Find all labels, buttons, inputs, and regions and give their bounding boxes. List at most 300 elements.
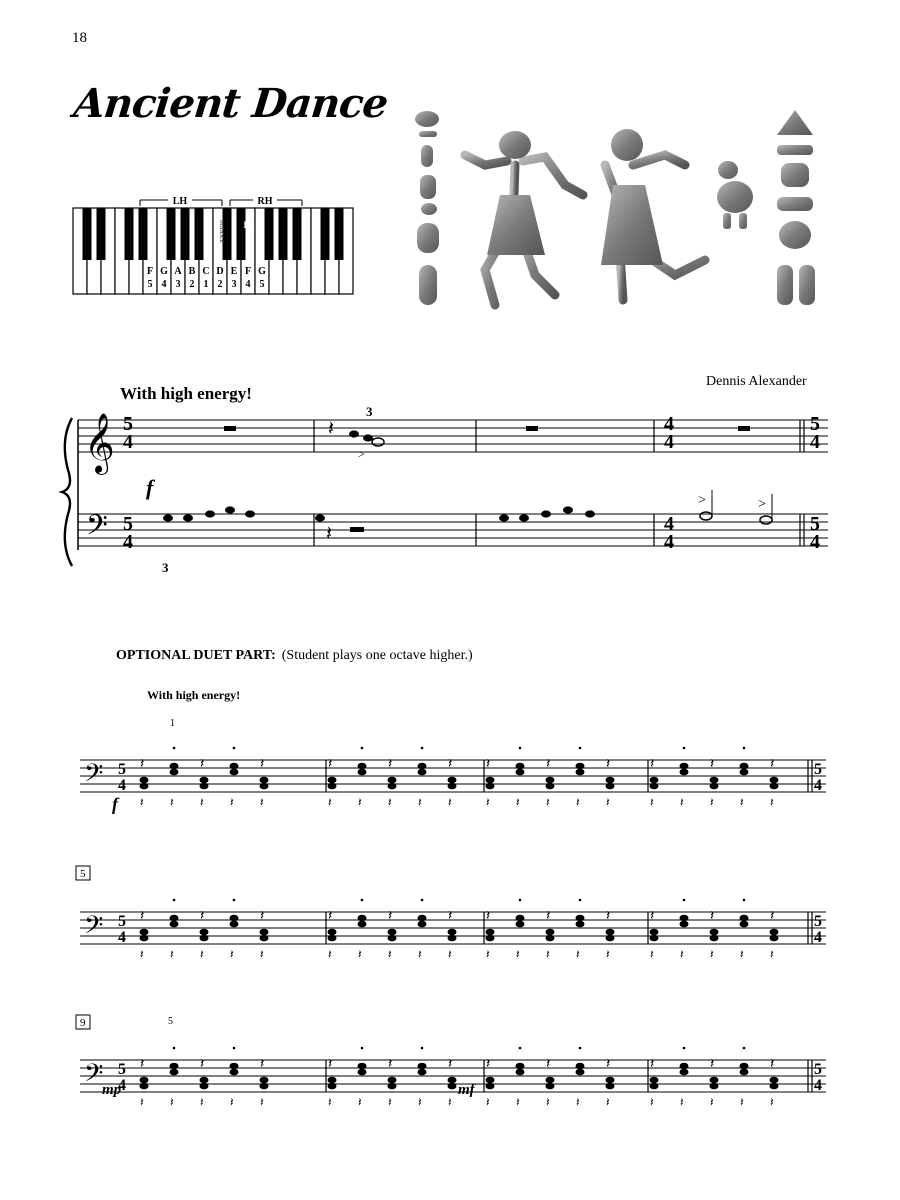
duet-systems bbox=[80, 747, 826, 1109]
key-name-label: F bbox=[244, 266, 252, 277]
note-head bbox=[486, 1083, 495, 1090]
note-head bbox=[388, 1077, 397, 1084]
hand-position-brackets bbox=[140, 193, 302, 207]
note-head bbox=[710, 777, 719, 784]
note-head bbox=[770, 929, 779, 936]
note-head bbox=[486, 935, 495, 942]
quarter-rest: 𝄽 bbox=[388, 909, 393, 924]
note-head bbox=[140, 1077, 149, 1084]
note-head bbox=[260, 935, 269, 942]
accent-mark: > bbox=[698, 493, 706, 508]
quarter-rest: 𝄽 bbox=[260, 757, 265, 772]
quarter-rest: 𝄽 bbox=[326, 523, 333, 545]
note-head bbox=[388, 777, 397, 784]
middle-label: MIDDLE bbox=[218, 220, 224, 244]
quarter-rest: 𝄽 bbox=[606, 1095, 610, 1109]
quarter-rest: 𝄽 bbox=[770, 909, 775, 924]
bass-clef: 𝄢 bbox=[84, 760, 104, 793]
note-head bbox=[486, 929, 495, 936]
staccato-dot bbox=[173, 747, 176, 750]
quarter-rest: 𝄽 bbox=[448, 757, 453, 772]
note-head bbox=[418, 1069, 427, 1076]
note-head bbox=[606, 929, 615, 936]
black-key bbox=[279, 208, 288, 260]
note-head bbox=[358, 1063, 367, 1070]
note-head bbox=[680, 769, 689, 776]
staccato-dot bbox=[519, 1047, 522, 1050]
note-head bbox=[328, 783, 337, 790]
note-head bbox=[388, 935, 397, 942]
note-head bbox=[680, 763, 689, 770]
time-signature-upper: 5 bbox=[814, 761, 822, 778]
note-head bbox=[680, 921, 689, 928]
black-key bbox=[237, 208, 246, 260]
quarter-rest: 𝄽 bbox=[546, 795, 550, 809]
note-head bbox=[650, 1077, 659, 1084]
black-key bbox=[181, 208, 190, 260]
quarter-rest: 𝄽 bbox=[710, 947, 714, 961]
time-signature-bass-lower: 4 bbox=[123, 531, 133, 553]
quarter-rest: 𝄽 bbox=[680, 1095, 684, 1109]
staccato-dot bbox=[519, 747, 522, 750]
staccato-dot bbox=[683, 899, 686, 902]
note-head bbox=[650, 777, 659, 784]
fingering: 5 bbox=[168, 1016, 173, 1027]
staccato-dot bbox=[233, 1047, 236, 1050]
note-head bbox=[770, 783, 779, 790]
whole-rest bbox=[224, 426, 236, 431]
black-key bbox=[83, 208, 92, 260]
triplet-marking: 3 bbox=[366, 404, 373, 419]
time-signature-upper: 5 bbox=[118, 913, 126, 930]
quarter-rest: 𝄽 bbox=[606, 795, 610, 809]
black-key bbox=[335, 208, 344, 260]
note-head bbox=[606, 1077, 615, 1084]
quarter-rest: 𝄽 bbox=[680, 947, 684, 961]
note-head bbox=[448, 935, 457, 942]
note-head bbox=[770, 935, 779, 942]
bird-figure bbox=[717, 161, 753, 229]
note-head bbox=[516, 763, 525, 770]
quarter-rest: 𝄽 bbox=[770, 1095, 774, 1109]
staccato-dot bbox=[743, 747, 746, 750]
treble-clef: 𝄞 bbox=[84, 415, 115, 472]
bass-clef: 𝄢 bbox=[86, 511, 108, 548]
quarter-rest: 𝄽 bbox=[260, 795, 264, 809]
note-head bbox=[546, 1083, 555, 1090]
note-head bbox=[245, 510, 255, 517]
quarter-rest: 𝄽 bbox=[770, 757, 775, 772]
time-signature-lower: 4 bbox=[814, 929, 822, 946]
time-signature-upper: 5 bbox=[814, 913, 822, 930]
time-signature-lower: 4 bbox=[118, 1077, 126, 1094]
note-head bbox=[230, 915, 239, 922]
note-head bbox=[328, 1077, 337, 1084]
half-note-head bbox=[372, 438, 384, 446]
note-head bbox=[516, 915, 525, 922]
quarter-rest: 𝄽 bbox=[200, 795, 204, 809]
time-signature-lower: 4 bbox=[814, 777, 822, 794]
time-signature-lower: 4 bbox=[814, 1077, 822, 1094]
note-head bbox=[770, 1083, 779, 1090]
lh-label: LH bbox=[172, 196, 188, 207]
note-head bbox=[740, 763, 749, 770]
quarter-rest: 𝄽 bbox=[770, 947, 774, 961]
note-head bbox=[680, 915, 689, 922]
quarter-rest: 𝄽 bbox=[358, 947, 362, 961]
note-head bbox=[650, 935, 659, 942]
quarter-rest: 𝄽 bbox=[740, 1095, 744, 1109]
note-head bbox=[140, 777, 149, 784]
note-head bbox=[200, 929, 209, 936]
quarter-rest: 𝄽 bbox=[358, 795, 362, 809]
quarter-rest: 𝄽 bbox=[418, 947, 422, 961]
quarter-rest: 𝄽 bbox=[650, 1095, 654, 1109]
grand-staff-brace bbox=[62, 418, 72, 566]
note-head bbox=[680, 1063, 689, 1070]
note-head bbox=[546, 783, 555, 790]
time-signature-bass-upper: 5 bbox=[123, 513, 133, 535]
key-finger-label: 1 bbox=[203, 279, 209, 290]
quarter-rest: 𝄽 bbox=[260, 1095, 264, 1109]
time-signature-end-upper: 5 bbox=[810, 413, 820, 435]
time-signature-end-bass-lower: 4 bbox=[810, 531, 820, 553]
time-signature-change-bass-lower: 4 bbox=[664, 531, 674, 553]
note-head bbox=[183, 514, 193, 521]
note-head bbox=[448, 1077, 457, 1084]
note-head bbox=[576, 1063, 585, 1070]
quarter-rest: 𝄽 bbox=[448, 1095, 452, 1109]
black-key-finger: 2 bbox=[246, 234, 252, 244]
quarter-rest: 𝄽 bbox=[546, 757, 551, 772]
note-head bbox=[710, 935, 719, 942]
note-head bbox=[315, 514, 325, 521]
quarter-rest: 𝄽 bbox=[650, 947, 654, 961]
quarter-rest: 𝄽 bbox=[546, 1095, 550, 1109]
duet-tempo-marking: With high energy! bbox=[147, 688, 241, 702]
note-head bbox=[546, 777, 555, 784]
time-signature-change-upper: 4 bbox=[664, 413, 674, 435]
quarter-rest: 𝄽 bbox=[650, 795, 654, 809]
dynamic-marking: f bbox=[112, 794, 118, 814]
key-name-label: F bbox=[146, 266, 154, 277]
note-head bbox=[200, 783, 209, 790]
note-head bbox=[418, 915, 427, 922]
staccato-dot bbox=[683, 1047, 686, 1050]
black-key bbox=[97, 208, 106, 260]
quarter-rest: 𝄽 bbox=[448, 909, 453, 924]
composer-name: Dennis Alexander bbox=[706, 374, 807, 389]
staccato-dot bbox=[421, 747, 424, 750]
black-key bbox=[139, 208, 148, 260]
quarter-rest: 𝄽 bbox=[170, 1095, 174, 1109]
key-name-label: A bbox=[174, 266, 182, 277]
accent-mark: > bbox=[358, 447, 365, 461]
note-head bbox=[260, 783, 269, 790]
note-head bbox=[230, 769, 239, 776]
note-head bbox=[740, 769, 749, 776]
quarter-rest: 𝄽 bbox=[650, 909, 655, 924]
triplet-marking-bass: 3 bbox=[162, 560, 169, 575]
quarter-rest: 𝄽 bbox=[486, 947, 490, 961]
note-head bbox=[585, 510, 595, 517]
quarter-rest: 𝄽 bbox=[680, 795, 684, 809]
key-name-label: E bbox=[230, 266, 238, 277]
note-head bbox=[230, 921, 239, 928]
quarter-rest: 𝄽 bbox=[328, 418, 335, 440]
note-head bbox=[710, 929, 719, 936]
staccato-dot bbox=[361, 1047, 364, 1050]
quarter-rest: 𝄽 bbox=[448, 795, 452, 809]
quarter-rest: 𝄽 bbox=[328, 1057, 333, 1072]
note-head bbox=[448, 1083, 457, 1090]
bass-clef: 𝄢 bbox=[84, 912, 104, 945]
black-key bbox=[125, 208, 134, 260]
note-head bbox=[680, 1069, 689, 1076]
black-key bbox=[321, 208, 330, 260]
staccato-dot bbox=[361, 899, 364, 902]
time-signature-end-lower: 4 bbox=[810, 431, 820, 453]
quarter-rest: 𝄽 bbox=[546, 1057, 551, 1072]
note-head bbox=[606, 935, 615, 942]
quarter-rest: 𝄽 bbox=[388, 947, 392, 961]
quarter-rest: 𝄽 bbox=[770, 1057, 775, 1072]
tempo-marking: With high energy! bbox=[120, 384, 252, 403]
quarter-rest: 𝄽 bbox=[170, 795, 174, 809]
note-head bbox=[200, 935, 209, 942]
black-key bbox=[293, 208, 302, 260]
measure-barlines bbox=[314, 420, 804, 546]
quarter-rest: 𝄽 bbox=[710, 795, 714, 809]
quarter-rest: 𝄽 bbox=[200, 757, 205, 772]
note-head bbox=[170, 769, 179, 776]
whole-rest bbox=[526, 426, 538, 431]
quarter-rest: 𝄽 bbox=[140, 947, 144, 961]
black-key bbox=[265, 208, 274, 260]
key-finger-label: 2 bbox=[217, 279, 223, 290]
staccato-dot bbox=[233, 747, 236, 750]
note-head bbox=[328, 777, 337, 784]
note-head bbox=[200, 1077, 209, 1084]
quarter-rest: 𝄽 bbox=[200, 909, 205, 924]
quarter-rest: 𝄽 bbox=[200, 1095, 204, 1109]
key-name-label: C bbox=[202, 266, 210, 277]
note-head bbox=[358, 769, 367, 776]
treble-staff bbox=[78, 420, 828, 452]
note-head bbox=[200, 777, 209, 784]
note-head bbox=[349, 430, 359, 437]
staccato-dot bbox=[579, 1047, 582, 1050]
note-head bbox=[606, 783, 615, 790]
note-head bbox=[388, 929, 397, 936]
note-head bbox=[418, 769, 427, 776]
note-head bbox=[576, 915, 585, 922]
key-name-label: D bbox=[216, 266, 224, 277]
note-head bbox=[606, 777, 615, 784]
note-head bbox=[230, 1063, 239, 1070]
left-glyph-column bbox=[415, 111, 439, 305]
note-head bbox=[740, 1063, 749, 1070]
quarter-rest: 𝄽 bbox=[140, 1057, 145, 1072]
quarter-rest: 𝄽 bbox=[546, 909, 551, 924]
quarter-rest: 𝄽 bbox=[710, 1057, 715, 1072]
time-signature-upper: 5 bbox=[118, 761, 126, 778]
note-head bbox=[358, 763, 367, 770]
note-head bbox=[541, 510, 551, 517]
quarter-rest: 𝄽 bbox=[328, 757, 333, 772]
time-signature-change-lower: 4 bbox=[664, 431, 674, 453]
quarter-rest: 𝄽 bbox=[516, 1095, 520, 1109]
quarter-rest: 𝄽 bbox=[486, 757, 491, 772]
staccato-dot bbox=[233, 899, 236, 902]
note-head bbox=[563, 506, 573, 513]
note-head bbox=[328, 935, 337, 942]
note-head bbox=[388, 783, 397, 790]
piece-title: Ancient Dance bbox=[71, 80, 390, 127]
note-head bbox=[576, 763, 585, 770]
quarter-rest: 𝄽 bbox=[140, 795, 144, 809]
quarter-rest: 𝄽 bbox=[230, 1095, 234, 1109]
note-head bbox=[650, 783, 659, 790]
quarter-rest: 𝄽 bbox=[546, 947, 550, 961]
note-head bbox=[230, 1069, 239, 1076]
quarter-rest: 𝄽 bbox=[710, 757, 715, 772]
quarter-rest: 𝄽 bbox=[140, 909, 145, 924]
quarter-rest: 𝄽 bbox=[448, 1057, 453, 1072]
note-head bbox=[170, 763, 179, 770]
note-head bbox=[576, 1069, 585, 1076]
key-finger-label: 5 bbox=[259, 279, 265, 290]
note-head bbox=[260, 777, 269, 784]
note-head bbox=[260, 1083, 269, 1090]
fingering: 1 bbox=[170, 718, 175, 729]
quarter-rest: 𝄽 bbox=[576, 1095, 580, 1109]
note-head bbox=[163, 514, 173, 521]
note-head bbox=[205, 510, 215, 517]
right-glyph-column bbox=[777, 110, 815, 305]
quarter-rest: 𝄽 bbox=[576, 947, 580, 961]
note-head bbox=[519, 514, 529, 521]
key-finger-label: 4 bbox=[161, 279, 167, 290]
staccato-dot bbox=[519, 899, 522, 902]
note-head bbox=[546, 929, 555, 936]
quarter-rest: 𝄽 bbox=[388, 1057, 393, 1072]
grand-staff bbox=[58, 400, 838, 590]
note-head bbox=[140, 783, 149, 790]
duet-score bbox=[70, 710, 840, 1150]
note-head bbox=[499, 514, 509, 521]
quarter-rest: 𝄽 bbox=[140, 757, 145, 772]
note-head bbox=[650, 929, 659, 936]
staccato-dot bbox=[421, 1047, 424, 1050]
quarter-rest: 𝄽 bbox=[710, 1095, 714, 1109]
quarter-rest: 𝄽 bbox=[418, 1095, 422, 1109]
quarter-rest: 𝄽 bbox=[486, 1095, 490, 1109]
quarter-rest: 𝄽 bbox=[606, 947, 610, 961]
quarter-rest: 𝄽 bbox=[388, 757, 393, 772]
note-head bbox=[200, 1083, 209, 1090]
note-head bbox=[486, 783, 495, 790]
note-head bbox=[546, 1077, 555, 1084]
dynamic-marking: mp bbox=[102, 1082, 122, 1098]
time-signature-lower: 4 bbox=[118, 777, 126, 794]
quarter-rest: 𝄽 bbox=[740, 795, 744, 809]
note-head bbox=[358, 921, 367, 928]
key-finger-label: 3 bbox=[175, 279, 181, 290]
note-head bbox=[170, 921, 179, 928]
note-head bbox=[770, 777, 779, 784]
note-head bbox=[225, 506, 235, 513]
bass-clef: 𝄢 bbox=[84, 1060, 104, 1093]
half-rest bbox=[350, 527, 364, 532]
note-head bbox=[576, 921, 585, 928]
note-head bbox=[363, 434, 373, 441]
duet-heading-note: (Student plays one octave higher.) bbox=[281, 648, 473, 663]
staccato-dot bbox=[683, 747, 686, 750]
note-head bbox=[516, 1069, 525, 1076]
quarter-rest: 𝄽 bbox=[388, 795, 392, 809]
key-finger-label: 4 bbox=[245, 279, 251, 290]
note-head bbox=[710, 1077, 719, 1084]
half-note-head bbox=[700, 512, 712, 520]
quarter-rest: 𝄽 bbox=[358, 1095, 362, 1109]
note-head bbox=[770, 1077, 779, 1084]
time-signature-upper: 5 bbox=[118, 1061, 126, 1078]
note-head bbox=[328, 929, 337, 936]
measure-number: 5 bbox=[80, 868, 86, 880]
rh-label: RH bbox=[257, 196, 273, 207]
key-name-label: G bbox=[258, 266, 266, 277]
key-finger-label: 5 bbox=[147, 279, 153, 290]
page-number: 18 bbox=[72, 30, 87, 46]
time-signature-change-bass-upper: 4 bbox=[664, 513, 674, 535]
quarter-rest: 𝄽 bbox=[260, 909, 265, 924]
quarter-rest: 𝄽 bbox=[170, 947, 174, 961]
black-key-label: D# bbox=[243, 220, 255, 230]
note-head bbox=[388, 1083, 397, 1090]
note-head bbox=[170, 915, 179, 922]
note-head bbox=[448, 929, 457, 936]
quarter-rest: 𝄽 bbox=[260, 1057, 265, 1072]
note-head bbox=[516, 1063, 525, 1070]
quarter-rest: 𝄽 bbox=[650, 757, 655, 772]
note-head bbox=[170, 1069, 179, 1076]
quarter-rest: 𝄽 bbox=[606, 757, 611, 772]
note-head bbox=[606, 1083, 615, 1090]
note-head bbox=[328, 1083, 337, 1090]
quarter-rest: 𝄽 bbox=[606, 909, 611, 924]
note-head bbox=[486, 777, 495, 784]
note-head bbox=[516, 769, 525, 776]
accent-mark: > bbox=[758, 497, 766, 512]
note-head bbox=[140, 929, 149, 936]
staccato-dot bbox=[579, 899, 582, 902]
black-key bbox=[167, 208, 176, 260]
duet-heading bbox=[116, 648, 473, 664]
key-finger-label: 3 bbox=[231, 279, 237, 290]
time-signature-treble-upper: 5 bbox=[123, 413, 133, 435]
staccato-dot bbox=[361, 747, 364, 750]
note-head bbox=[418, 763, 427, 770]
key-name-label: G bbox=[160, 266, 168, 277]
note-head bbox=[740, 921, 749, 928]
half-rest bbox=[738, 426, 750, 431]
quarter-rest: 𝄽 bbox=[140, 1095, 144, 1109]
half-note-head bbox=[760, 516, 772, 524]
note-head bbox=[358, 915, 367, 922]
quarter-rest: 𝄽 bbox=[200, 1057, 205, 1072]
quarter-rest: 𝄽 bbox=[486, 1057, 491, 1072]
